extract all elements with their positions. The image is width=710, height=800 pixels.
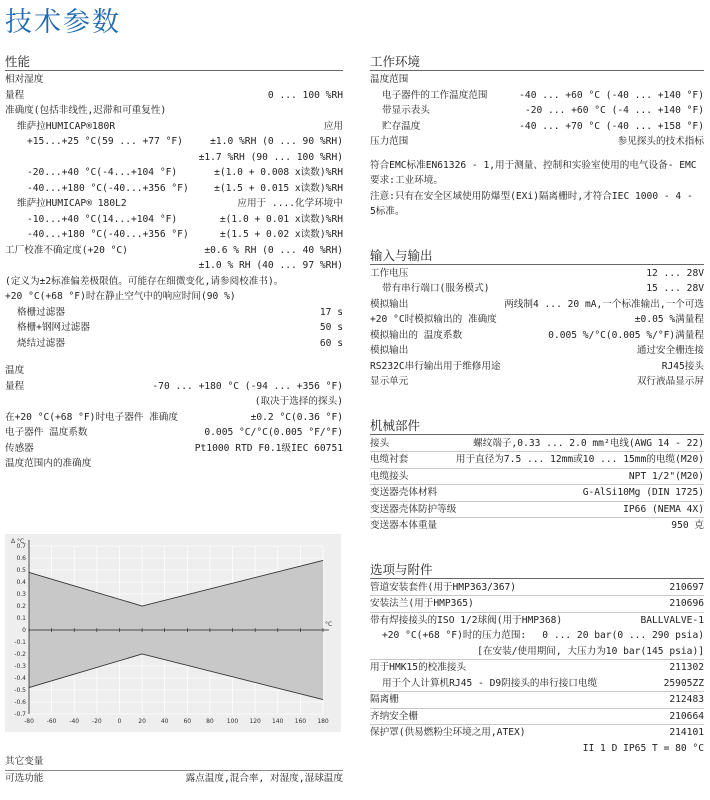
- section-title-performance: 性能: [5, 52, 343, 71]
- calibration-row: 工厂校准不确定度(+20 °C) ±0.6 % RH (0 ... 40 %RH): [5, 244, 343, 256]
- exi-note: 注意:只有在安全区域使用防爆型(EXi)隔离栅时,才符合IEC 1000 - 4 - 5标准。: [370, 190, 693, 217]
- options-row: 可选功能 露点温度,混合率, 对湿度,湿球温度: [5, 770, 343, 787]
- mech-row: 变送器本体重量 950 克: [370, 520, 704, 531]
- accuracy-chart: [5, 534, 341, 732]
- env-row: 带显示表头 -20 ... +60 °C (-4 ... +140 °F): [382, 105, 704, 116]
- y-tick-label: 0.3: [16, 591, 26, 598]
- option-row: 保护罩(供易燃粉尘环境之用,ATEX) 214101: [370, 727, 704, 738]
- x-tick-label: 0: [117, 718, 122, 725]
- sensor1-acc-row: -20...+40 °C(-4...+104 °F) ±(1.0 + 0.008 x读数)%RH: [27, 167, 343, 178]
- y-tick-label: -0.2: [14, 651, 26, 658]
- sensor2-acc-row: -10...+40 °C(14...+104 °F) ±(1.0 + 0.01 x读数)%RH: [27, 213, 343, 225]
- x-tick-label: 160: [294, 718, 307, 725]
- other-variables: [5, 754, 343, 786]
- io-row: 显示单元 双行液晶显示屏: [370, 376, 704, 387]
- section-title-io: 输入与输出: [370, 246, 704, 265]
- io-row: 带有串行端口(服务模式) 15 ... 28V: [382, 283, 704, 294]
- y-tick-label: 0.5: [16, 567, 26, 574]
- section-title-environment: 工作环境: [370, 52, 704, 71]
- accuracy-chart-svg: [5, 534, 341, 732]
- y-tick-label: -0.4: [14, 675, 26, 682]
- y-tick-label: 0.7: [16, 543, 26, 550]
- calibration-row: ±1.0 % RH (40 ... 97 %RH): [198, 260, 343, 271]
- mech-row: 接头 螺纹端子,0.33 ... 2.0 mm²电线(AWG 14 - 22): [370, 436, 704, 453]
- emc-text: 符合EMC标准EN61326 - 1,用于测量、控制和实验室使用的电气设备- EMC要求:工业环境。: [370, 159, 697, 186]
- y-tick-label: -0.6: [14, 699, 26, 706]
- y-tick-label: 0.2: [16, 603, 26, 610]
- io-row: +20 °C时模拟输出的 准确度 ±0.05 %满量程: [370, 314, 704, 325]
- x-tick-label: 100: [226, 718, 239, 725]
- x-tick-label: 120: [249, 718, 261, 725]
- sensor1-row: 维萨拉HUMICAP®180R 应用: [17, 120, 343, 132]
- io-row: 模拟输出 两线制4 ... 20 mA,一个标准输出,一个可选: [370, 298, 704, 310]
- rh-range-row: 量程 0 ... 100 %RH: [5, 89, 343, 101]
- sensor2-row: 维萨拉HUMICAP® 180L2 应用于 ....化学环境中: [17, 198, 343, 209]
- option-row: 齐纳安全栅 210664: [370, 709, 704, 726]
- mech-row: 变送器壳体防护等级 IP66 (NEMA 4X): [370, 502, 704, 519]
- y-tick-label: 0.1: [16, 615, 26, 622]
- x-tick-label: 60: [183, 718, 192, 725]
- left-column: [5, 52, 343, 472]
- response-row: 烧结过滤器 60 s: [17, 337, 343, 349]
- temp-coef-row: 电子器件 温度系数 0.005 °C/°C(0.005 °F/°F): [5, 427, 343, 438]
- sensor2-acc-row: -40...+180 °C(-40...+356 °F) ±(1.5 + 0.02 x读数)%RH: [27, 229, 343, 240]
- env-row: 电子器件的工作温度范围 -40 ... +60 °C (-40 ... +140 °F): [382, 89, 704, 101]
- temp-sensor-row: 传感器 Pt1000 RTD F0.1级IEC 60751: [5, 442, 343, 454]
- rh-heading: 相对湿度: [5, 74, 44, 85]
- option-row: 安装法兰(用于HMP365) 210696: [370, 596, 704, 613]
- y-tick-label: -0.5: [14, 687, 26, 694]
- temp-range-note: (取决于选择的探头): [254, 396, 343, 407]
- option-row: [在安装/使用期间, 大压力为10 bar(145 psia)]: [370, 644, 704, 661]
- y-tick-label: 0.4: [16, 579, 26, 586]
- option-row: 隔离栅 212483: [370, 692, 704, 709]
- accuracy-note: (定义为±2标准偏差极限值。可能存在细微变化,请参阅校准书)。: [5, 275, 284, 287]
- section-title-options: 选项与附件: [370, 560, 704, 579]
- option-row: II 1 D IP65 T = 80 °C: [582, 742, 704, 754]
- y-tick-label: -0.1: [14, 639, 26, 646]
- section-title-mechanical: 机械部件: [370, 416, 704, 435]
- temp-range-acc-heading: 温度范围内的准确度: [5, 458, 92, 469]
- x-tick-label: -60: [46, 718, 57, 725]
- x-tick-label: 40: [160, 718, 169, 725]
- response-heading: +20 °C(+68 °F)时在静止空气中的响应时间(90 %): [5, 291, 236, 302]
- env-temp-heading: 温度范围: [370, 74, 409, 85]
- temp-accuracy-row: 在+20 °C(+68 °F)时电子器件 准确度 ±0.2 °C(0.36 °F): [5, 411, 343, 423]
- accuracy-heading: 准确度(包括非线性,迟滞和可重复性): [5, 105, 167, 116]
- right-column: [370, 52, 704, 756]
- sensor1-acc-row: -40...+180 °C(-40...+356 °F) ±(1.5 + 0.015 x读数)%RH: [27, 182, 343, 194]
- option-row: 用于HMK15的校准接头 211302: [370, 662, 704, 673]
- io-row: 工作电压 12 ... 28V: [370, 267, 704, 279]
- io-row: 模拟输出 通过安全栅连接: [370, 345, 704, 356]
- x-axis-label: °C: [325, 621, 333, 628]
- y-axis-label: Δ °C: [11, 538, 25, 545]
- x-tick-label: 140: [272, 718, 284, 725]
- sensor1-acc-row: ±1.7 %RH (90 ... 100 %RH): [198, 151, 343, 163]
- option-row: 管道安装套件(用于HMP363/367) 210697: [370, 580, 704, 597]
- x-tick-label: -20: [91, 718, 102, 725]
- mech-row: 电缆衬套 用于直径为7.5 ... 12mm或10 ... 15mm的电缆(M20): [370, 452, 704, 469]
- option-row: 带有焊接接头的ISO 1/2球阀(用于HMP368) BALLVALVE-1: [370, 614, 704, 626]
- temp-range-row: 量程 -70 ... +180 °C (-94 ... +356 °F): [5, 380, 343, 392]
- page-title: 技术参数: [5, 7, 121, 38]
- response-row: 格栅过滤器 17 s: [17, 306, 343, 318]
- x-tick-label: -80: [24, 718, 34, 725]
- mech-row: 电缆接头 NPT 1/2"(M20): [370, 469, 704, 486]
- option-row: 用于个人计算机RJ45 - D9阴接头的串行接口电缆 25905ZZ: [370, 676, 704, 693]
- y-tick-label: -0.7: [14, 711, 26, 718]
- io-row: RS232C串行输出用于维修用途 RJ45接头: [370, 360, 704, 372]
- io-row: 模拟输出的 温度系数 0.005 %/°C(0.005 %/°F)满量程: [370, 329, 704, 341]
- x-tick-label: 20: [138, 718, 146, 725]
- sensor1-acc-row: +15...+25 °C(59 ... +77 °F) ±1.0 %RH (0 ... 90 %RH): [27, 136, 343, 147]
- y-tick-label: 0: [22, 627, 26, 634]
- response-row: 格栅+钢网过滤器 50 s: [17, 322, 343, 333]
- pressure-row: 压力范围 参见探头的技术指标: [370, 136, 704, 147]
- temp-heading: 温度: [5, 365, 25, 376]
- option-row: +20 °C(+68 °F)时的压力范围: 0 ... 20 bar(0 ... 290 psia): [382, 630, 704, 641]
- mech-row: 变送器壳体材料 G-AlSi10Mg (DIN 1725): [370, 485, 704, 502]
- env-row: 贮存温度 -40 ... +70 °C (-40 ... +158 °F): [382, 120, 704, 132]
- x-tick-label: -40: [69, 718, 80, 725]
- x-tick-label: 80: [206, 718, 214, 725]
- y-tick-label: -0.3: [14, 663, 26, 670]
- other-heading: 其它变量: [5, 756, 44, 767]
- x-tick-label: 180: [317, 718, 329, 725]
- y-tick-label: 0.6: [16, 555, 26, 562]
